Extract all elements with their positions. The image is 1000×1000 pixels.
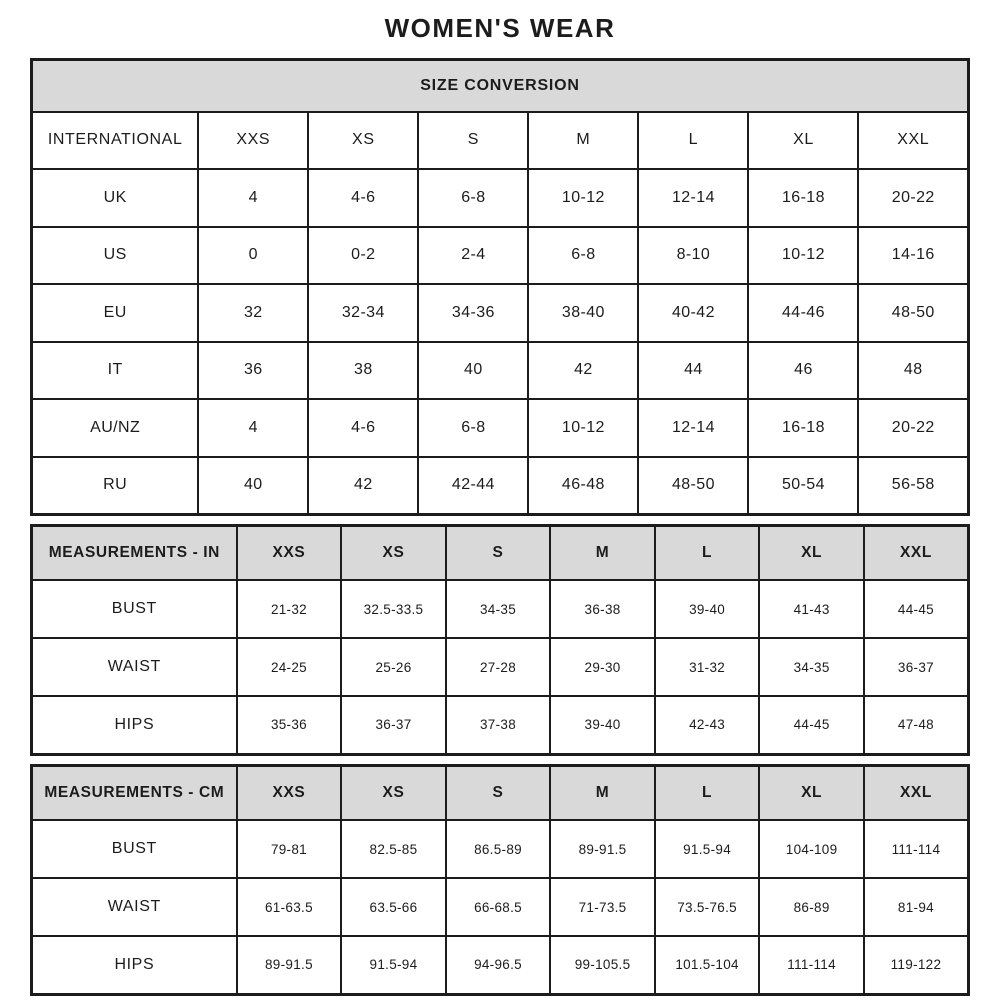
- value-cell: 6-8: [528, 227, 638, 285]
- value-cell: 104-109: [759, 820, 864, 878]
- value-cell: 34-35: [759, 638, 864, 696]
- page-title: WOMEN'S WEAR: [384, 13, 616, 43]
- value-cell: 48-50: [638, 457, 748, 515]
- row-label: BUST: [32, 820, 237, 878]
- value-cell: 119-122: [864, 936, 969, 994]
- value-cell: 36-38: [550, 580, 655, 638]
- value-cell: 89-91.5: [237, 936, 342, 994]
- value-cell: 39-40: [550, 696, 655, 754]
- table-row: [32, 936, 969, 994]
- value-cell: 20-22: [858, 169, 968, 227]
- size-column-header: XXS: [237, 525, 342, 580]
- value-cell: 16-18: [748, 399, 858, 457]
- value-cell: 37-38: [446, 696, 551, 754]
- size-column-header: S: [446, 765, 551, 820]
- size-column-header: XS: [308, 112, 418, 170]
- value-cell: 10-12: [748, 227, 858, 285]
- row-label: HIPS: [32, 696, 237, 754]
- value-cell: 36: [198, 342, 308, 400]
- value-cell: 79-81: [237, 820, 342, 878]
- size-column-header: L: [655, 525, 760, 580]
- value-cell: 6-8: [418, 399, 528, 457]
- value-cell: 89-91.5: [550, 820, 655, 878]
- value-cell: 16-18: [748, 169, 858, 227]
- value-cell: 38-40: [528, 284, 638, 342]
- value-cell: 4: [198, 169, 308, 227]
- value-cell: 48-50: [858, 284, 968, 342]
- value-cell: 36-37: [341, 696, 446, 754]
- value-cell: 86-89: [759, 878, 864, 936]
- value-cell: 32.5-33.5: [341, 580, 446, 638]
- value-cell: 24-25: [237, 638, 342, 696]
- value-cell: 40: [198, 457, 308, 515]
- table-banner: SIZE CONVERSION: [32, 60, 969, 112]
- measurements-in-table: [30, 524, 970, 756]
- value-cell: 48: [858, 342, 968, 400]
- value-cell: 111-114: [759, 936, 864, 994]
- value-cell: 4: [198, 399, 308, 457]
- value-cell: 42-44: [418, 457, 528, 515]
- value-cell: 12-14: [638, 169, 748, 227]
- row-label: BUST: [32, 580, 237, 638]
- value-cell: 99-105.5: [550, 936, 655, 994]
- size-column-header: XL: [759, 765, 864, 820]
- value-cell: 44-45: [759, 696, 864, 754]
- value-cell: 12-14: [638, 399, 748, 457]
- value-cell: 86.5-89: [446, 820, 551, 878]
- value-cell: 25-26: [341, 638, 446, 696]
- value-cell: 63.5-66: [341, 878, 446, 936]
- size-column-header: XXL: [858, 112, 968, 170]
- size-column-header: XS: [341, 765, 446, 820]
- value-cell: 10-12: [528, 169, 638, 227]
- size-column-header: L: [638, 112, 748, 170]
- value-cell: 32-34: [308, 284, 418, 342]
- value-cell: 4-6: [308, 399, 418, 457]
- value-cell: 94-96.5: [446, 936, 551, 994]
- table-row: [32, 284, 969, 342]
- value-cell: 56-58: [858, 457, 968, 515]
- label-column-header: MEASUREMENTS - CM: [32, 765, 237, 820]
- row-label: AU/NZ: [32, 399, 199, 457]
- value-cell: 44-45: [864, 580, 969, 638]
- table-row: [32, 638, 969, 696]
- value-cell: 82.5-85: [341, 820, 446, 878]
- value-cell: 0-2: [308, 227, 418, 285]
- value-cell: 0: [198, 227, 308, 285]
- value-cell: 40: [418, 342, 528, 400]
- value-cell: 38: [308, 342, 418, 400]
- table-row: [32, 169, 969, 227]
- row-label: US: [32, 227, 199, 285]
- value-cell: 101.5-104: [655, 936, 760, 994]
- value-cell: 40-42: [638, 284, 748, 342]
- label-column-header: MEASUREMENTS - IN: [32, 525, 237, 580]
- row-label: HIPS: [32, 936, 237, 994]
- table-row: [32, 227, 969, 285]
- value-cell: 42-43: [655, 696, 760, 754]
- size-column-header: XXL: [864, 765, 969, 820]
- size-column-header: XS: [341, 525, 446, 580]
- size-column-header: S: [418, 112, 528, 170]
- value-cell: 32: [198, 284, 308, 342]
- size-column-header: M: [550, 525, 655, 580]
- size-column-header: XXL: [864, 525, 969, 580]
- value-cell: 41-43: [759, 580, 864, 638]
- value-cell: 71-73.5: [550, 878, 655, 936]
- row-label: IT: [32, 342, 199, 400]
- value-cell: 8-10: [638, 227, 748, 285]
- label-column-header: INTERNATIONAL: [32, 112, 199, 170]
- row-label: WAIST: [32, 638, 237, 696]
- table-row: [32, 342, 969, 400]
- table-row: [32, 820, 969, 878]
- value-cell: 35-36: [237, 696, 342, 754]
- table-row: [32, 399, 969, 457]
- value-cell: 61-63.5: [237, 878, 342, 936]
- value-cell: 81-94: [864, 878, 969, 936]
- value-cell: 31-32: [655, 638, 760, 696]
- size-column-header: M: [528, 112, 638, 170]
- value-cell: 73.5-76.5: [655, 878, 760, 936]
- value-cell: 34-35: [446, 580, 551, 638]
- table-row: [32, 580, 969, 638]
- size-column-header: XXS: [198, 112, 308, 170]
- size-column-header: L: [655, 765, 760, 820]
- value-cell: 27-28: [446, 638, 551, 696]
- value-cell: 2-4: [418, 227, 528, 285]
- size-column-header: XL: [748, 112, 858, 170]
- measurements-cm-table: [30, 764, 970, 996]
- value-cell: 36-37: [864, 638, 969, 696]
- value-cell: 46: [748, 342, 858, 400]
- value-cell: 34-36: [418, 284, 528, 342]
- value-cell: 14-16: [858, 227, 968, 285]
- value-cell: 6-8: [418, 169, 528, 227]
- value-cell: 39-40: [655, 580, 760, 638]
- value-cell: 10-12: [528, 399, 638, 457]
- size-column-header: M: [550, 765, 655, 820]
- value-cell: 42: [308, 457, 418, 515]
- value-cell: 50-54: [748, 457, 858, 515]
- row-label: UK: [32, 169, 199, 227]
- row-label: WAIST: [32, 878, 237, 936]
- table-row: [32, 878, 969, 936]
- value-cell: 4-6: [308, 169, 418, 227]
- value-cell: 44: [638, 342, 748, 400]
- size-column-header: XL: [759, 525, 864, 580]
- value-cell: 91.5-94: [341, 936, 446, 994]
- size-column-header: XXS: [237, 765, 342, 820]
- size-conversion-table: [30, 58, 970, 516]
- value-cell: 47-48: [864, 696, 969, 754]
- value-cell: 46-48: [528, 457, 638, 515]
- value-cell: 91.5-94: [655, 820, 760, 878]
- value-cell: 111-114: [864, 820, 969, 878]
- value-cell: 44-46: [748, 284, 858, 342]
- value-cell: 42: [528, 342, 638, 400]
- row-label: RU: [32, 457, 199, 515]
- table-row: [32, 696, 969, 754]
- table-row: [32, 457, 969, 515]
- value-cell: 21-32: [237, 580, 342, 638]
- value-cell: 20-22: [858, 399, 968, 457]
- row-label: EU: [32, 284, 199, 342]
- value-cell: 66-68.5: [446, 878, 551, 936]
- size-column-header: S: [446, 525, 551, 580]
- value-cell: 29-30: [550, 638, 655, 696]
